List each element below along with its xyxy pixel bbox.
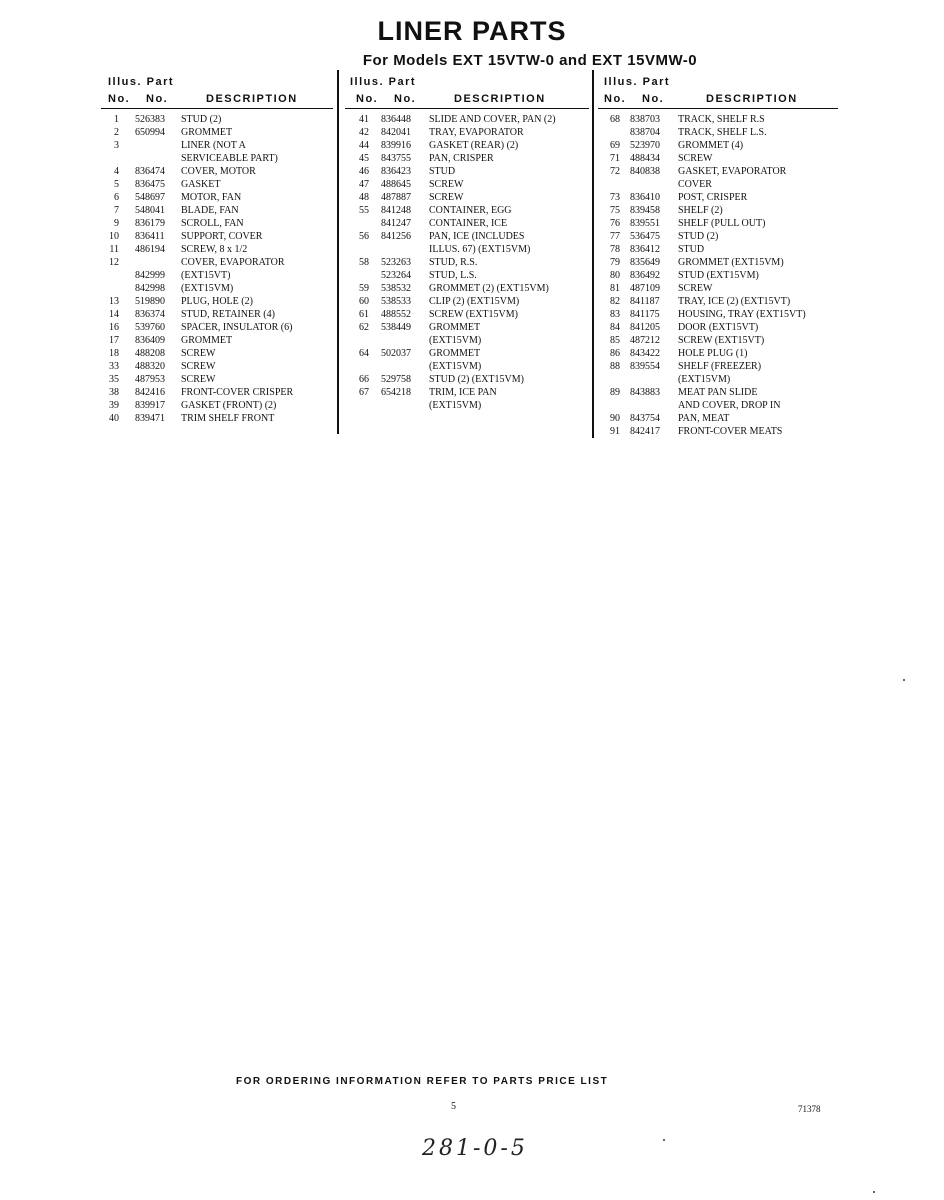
illus-number: 2 <box>114 127 119 138</box>
part-description: GROMMET (EXT15VM) <box>678 257 784 268</box>
part-description: CONTAINER, EGG <box>429 205 512 216</box>
illus-number: 73 <box>610 192 620 203</box>
part-description: TRACK, SHELF R.S <box>678 114 765 125</box>
illus-number: 38 <box>109 387 119 398</box>
part-number: 836409 <box>135 335 165 346</box>
part-description: PAN, MEAT <box>678 413 730 424</box>
column-1-header-rule <box>101 108 333 109</box>
table-row <box>101 308 333 321</box>
table-row <box>345 282 589 295</box>
part-description: (EXT15VM) <box>429 335 482 346</box>
part-number: 487109 <box>630 283 660 294</box>
part-description: TRACK, SHELF L.S. <box>678 127 767 138</box>
part-number: 842998 <box>135 283 165 294</box>
part-description: LINER (NOT A <box>181 140 246 151</box>
part-description: (EXT15VT) <box>181 270 231 281</box>
table-row <box>598 269 838 282</box>
table-row <box>101 295 333 308</box>
part-description: STUD <box>429 166 456 177</box>
illus-number: 35 <box>109 374 119 385</box>
part-number: 502037 <box>381 348 411 359</box>
part-description: GROMMET (4) <box>678 140 744 151</box>
table-row <box>345 178 589 191</box>
table-row <box>345 308 589 321</box>
illus-number: 89 <box>610 387 620 398</box>
part-description: COVER <box>678 179 712 190</box>
part-number: 842416 <box>135 387 165 398</box>
part-number: 841187 <box>630 296 660 307</box>
illus-number: 69 <box>610 140 620 151</box>
illus-number: 48 <box>359 192 369 203</box>
part-description: SCREW <box>678 153 713 164</box>
illus-number: 59 <box>359 283 369 294</box>
table-row <box>345 256 589 269</box>
column-2-parts-list <box>345 113 589 412</box>
illus-number: 88 <box>610 361 620 372</box>
table-row <box>101 282 333 295</box>
table-row <box>345 334 589 347</box>
part-description: SCREW <box>181 374 216 385</box>
illus-number: 39 <box>109 400 119 411</box>
part-number: 836412 <box>630 244 660 255</box>
part-number: 836492 <box>630 270 660 281</box>
part-number: 836423 <box>381 166 411 177</box>
table-row <box>598 373 838 386</box>
part-number: 839471 <box>135 413 165 424</box>
table-row <box>345 152 589 165</box>
illus-number: 44 <box>359 140 369 151</box>
part-description: CONTAINER, ICE <box>429 218 508 229</box>
part-number: 838703 <box>630 114 660 125</box>
part-number: 538449 <box>381 322 411 333</box>
part-description: GASKET, EVAPORATOR <box>678 166 787 177</box>
part-description: COVER, MOTOR <box>181 166 256 177</box>
part-description: STUD (EXT15VM) <box>678 270 759 281</box>
handwritten-note: 281-0-5 <box>422 1136 528 1161</box>
table-row <box>598 282 838 295</box>
illus-number: 46 <box>359 166 369 177</box>
part-number: 843422 <box>630 348 660 359</box>
part-description: GASKET (REAR) (2) <box>429 140 519 151</box>
illus-number: 84 <box>610 322 620 333</box>
part-description: GROMMET (2) (EXT15VM) <box>429 283 549 294</box>
part-description: (EXT15VM) <box>678 374 731 385</box>
illus-number: 79 <box>610 257 620 268</box>
column-divider-1 <box>337 70 339 434</box>
illus-number: 86 <box>610 348 620 359</box>
part-description: GASKET <box>181 179 221 190</box>
part-description: SHELF (2) <box>678 205 723 216</box>
page-number: 5 <box>451 1101 456 1112</box>
illus-number: 40 <box>109 413 119 424</box>
table-row <box>598 152 838 165</box>
table-row <box>345 204 589 217</box>
illus-number: 80 <box>610 270 620 281</box>
part-number: 538533 <box>381 296 411 307</box>
table-row <box>598 334 838 347</box>
part-description: SCREW <box>181 348 216 359</box>
part-description: (EXT15VM) <box>429 361 482 372</box>
part-description: STUD, RETAINER (4) <box>181 309 275 320</box>
part-description: HOLE PLUG (1) <box>678 348 748 359</box>
table-row <box>345 295 589 308</box>
part-number: 842999 <box>135 270 165 281</box>
table-row <box>101 399 333 412</box>
part-description: FRONT-COVER MEATS <box>678 426 783 437</box>
table-row <box>598 399 838 412</box>
part-description: STUD (2) <box>181 114 222 125</box>
illus-number: 4 <box>114 166 119 177</box>
part-description: SLIDE AND COVER, PAN (2) <box>429 114 556 125</box>
document-number: 71378 <box>798 1104 821 1114</box>
part-description: GROMMET <box>429 348 481 359</box>
part-number: 843883 <box>630 387 660 398</box>
part-number: 488434 <box>630 153 660 164</box>
column-3-header-line1: Illus. Part <box>604 76 671 88</box>
part-description: SCROLL, FAN <box>181 218 244 229</box>
part-number: 536475 <box>630 231 660 242</box>
table-row <box>598 126 838 139</box>
part-number: 836475 <box>135 179 165 190</box>
table-row <box>598 347 838 360</box>
table-row <box>345 347 589 360</box>
illus-number: 16 <box>109 322 119 333</box>
table-row <box>598 360 838 373</box>
illus-number: 45 <box>359 153 369 164</box>
table-row <box>101 113 333 126</box>
part-number: 654218 <box>381 387 411 398</box>
table-row <box>101 412 333 425</box>
ordering-note: FOR ORDERING INFORMATION REFER TO PARTS PRICE LIST <box>236 1076 609 1087</box>
table-row <box>598 217 838 230</box>
table-row <box>101 256 333 269</box>
part-number: 523264 <box>381 270 411 281</box>
illus-number: 76 <box>610 218 620 229</box>
column-2-header-description: DESCRIPTION <box>454 93 546 105</box>
part-number: 836474 <box>135 166 165 177</box>
table-row <box>345 399 589 412</box>
column-1-header-description: DESCRIPTION <box>206 93 298 105</box>
part-number: 538532 <box>381 283 411 294</box>
illus-number: 12 <box>109 257 119 268</box>
part-number: 488208 <box>135 348 165 359</box>
part-number: 523970 <box>630 140 660 151</box>
table-row <box>101 373 333 386</box>
column-3-parts-list <box>598 113 838 438</box>
part-number: 488552 <box>381 309 411 320</box>
part-description: FRONT-COVER CRISPER <box>181 387 294 398</box>
illus-number: 7 <box>114 205 119 216</box>
table-row <box>598 321 838 334</box>
table-row <box>598 204 838 217</box>
illus-number: 91 <box>610 426 620 437</box>
part-description: SCREW <box>181 361 216 372</box>
part-number: 836411 <box>135 231 165 242</box>
illus-number: 3 <box>114 140 119 151</box>
table-row <box>598 243 838 256</box>
part-description: GROMMET <box>429 322 481 333</box>
table-row <box>598 113 838 126</box>
table-row <box>598 178 838 191</box>
part-number: 529758 <box>381 374 411 385</box>
part-number: 487953 <box>135 374 165 385</box>
table-row <box>345 321 589 334</box>
part-description: SERVICEABLE PART) <box>181 153 278 164</box>
part-number: 548697 <box>135 192 165 203</box>
column-3-header-part-no: No. <box>642 93 665 105</box>
table-row <box>598 139 838 152</box>
part-number: 841175 <box>630 309 660 320</box>
illus-number: 17 <box>109 335 119 346</box>
part-description: TRIM SHELF FRONT <box>181 413 275 424</box>
part-number: 839458 <box>630 205 660 216</box>
table-row <box>101 386 333 399</box>
part-description: TRIM, ICE PAN <box>429 387 497 398</box>
illus-number: 58 <box>359 257 369 268</box>
part-description: SHELF (FREEZER) <box>678 361 762 372</box>
illus-number: 56 <box>359 231 369 242</box>
part-description: DOOR (EXT15VT) <box>678 322 759 333</box>
illus-number: 6 <box>114 192 119 203</box>
part-description: SCREW, 8 x 1/2 <box>181 244 248 255</box>
part-description: TRAY, ICE (2) (EXT15VT) <box>678 296 791 307</box>
illus-number: 83 <box>610 309 620 320</box>
illus-number: 42 <box>359 127 369 138</box>
table-row <box>598 386 838 399</box>
part-number: 839554 <box>630 361 660 372</box>
part-number: 486194 <box>135 244 165 255</box>
table-row <box>101 165 333 178</box>
table-row <box>345 386 589 399</box>
table-row <box>345 139 589 152</box>
table-row <box>101 321 333 334</box>
column-1-parts-list <box>101 113 333 425</box>
part-description: SCREW (EXT15VM) <box>429 309 518 320</box>
illus-number: 33 <box>109 361 119 372</box>
part-description: TRAY, EVAPORATOR <box>429 127 524 138</box>
part-number: 548041 <box>135 205 165 216</box>
part-number: 836448 <box>381 114 411 125</box>
scan-speck <box>903 679 905 681</box>
part-description: CLIP (2) (EXT15VM) <box>429 296 520 307</box>
page-subtitle: For Models EXT 15VTW-0 and EXT 15VMW-0 <box>362 52 698 69</box>
part-number: 487887 <box>381 192 411 203</box>
table-row <box>101 269 333 282</box>
part-number: 841248 <box>381 205 411 216</box>
scan-speck <box>663 1139 665 1141</box>
part-number: 840838 <box>630 166 660 177</box>
part-number: 841256 <box>381 231 411 242</box>
illus-number: 67 <box>359 387 369 398</box>
illus-number: 5 <box>114 179 119 190</box>
part-description: GROMMET <box>181 335 233 346</box>
illus-number: 60 <box>359 296 369 307</box>
illus-number: 14 <box>109 309 119 320</box>
part-number: 487212 <box>630 335 660 346</box>
column-3-header-description: DESCRIPTION <box>706 93 798 105</box>
table-row <box>598 412 838 425</box>
illus-number: 78 <box>610 244 620 255</box>
illus-number: 55 <box>359 205 369 216</box>
part-description: SPACER, INSULATOR (6) <box>181 322 293 333</box>
illus-number: 41 <box>359 114 369 125</box>
part-number: 843755 <box>381 153 411 164</box>
part-description: STUD (2) <box>678 231 719 242</box>
table-row <box>345 360 589 373</box>
illus-number: 9 <box>114 218 119 229</box>
table-row <box>101 152 333 165</box>
part-description: STUD, L.S. <box>429 270 477 281</box>
part-number: 843754 <box>630 413 660 424</box>
illus-number: 68 <box>610 114 620 125</box>
illus-number: 13 <box>109 296 119 307</box>
table-row <box>598 230 838 243</box>
illus-number: 62 <box>359 322 369 333</box>
table-row <box>101 178 333 191</box>
part-description: STUD (2) (EXT15VM) <box>429 374 524 385</box>
part-description: STUD <box>678 244 705 255</box>
part-description: MEAT PAN SLIDE <box>678 387 758 398</box>
illus-number: 11 <box>109 244 119 255</box>
table-row <box>101 139 333 152</box>
illus-number: 81 <box>610 283 620 294</box>
page-title: LINER PARTS <box>377 16 567 46</box>
column-2-header-line1: Illus. Part <box>350 76 417 88</box>
part-number: 526383 <box>135 114 165 125</box>
illus-number: 90 <box>610 413 620 424</box>
part-description: AND COVER, DROP IN <box>678 400 781 411</box>
column-1-header-line1: Illus. Part <box>108 76 175 88</box>
part-number: 838704 <box>630 127 660 138</box>
table-row <box>598 165 838 178</box>
part-description: ILLUS. 67) (EXT15VM) <box>429 244 531 255</box>
column-2-header-illus-no: No. <box>356 93 379 105</box>
part-number: 841205 <box>630 322 660 333</box>
column-divider-2 <box>592 70 594 438</box>
illus-number: 82 <box>610 296 620 307</box>
part-description: PAN, CRISPER <box>429 153 494 164</box>
part-number: 488320 <box>135 361 165 372</box>
part-description: SCREW <box>429 192 464 203</box>
part-description: (EXT15VM) <box>181 283 234 294</box>
part-description: STUD, R.S. <box>429 257 478 268</box>
part-number: 842041 <box>381 127 411 138</box>
part-number: 841247 <box>381 218 411 229</box>
part-number: 488645 <box>381 179 411 190</box>
table-row <box>345 126 589 139</box>
column-1-header-illus-no: No. <box>108 93 131 105</box>
part-description: POST, CRISPER <box>678 192 748 203</box>
table-row <box>101 217 333 230</box>
table-row <box>598 308 838 321</box>
table-row <box>101 360 333 373</box>
part-description: SCREW <box>429 179 464 190</box>
table-row <box>345 230 589 243</box>
table-row <box>345 243 589 256</box>
illus-number: 47 <box>359 179 369 190</box>
part-description: GASKET (FRONT) (2) <box>181 400 277 411</box>
table-row <box>598 425 838 438</box>
table-row <box>345 269 589 282</box>
part-number: 839917 <box>135 400 165 411</box>
illus-number: 85 <box>610 335 620 346</box>
table-row <box>101 334 333 347</box>
part-number: 839551 <box>630 218 660 229</box>
part-description: COVER, EVAPORATOR <box>181 257 285 268</box>
table-row <box>101 243 333 256</box>
table-row <box>345 191 589 204</box>
illus-number: 1 <box>114 114 119 125</box>
table-row <box>101 204 333 217</box>
illus-number: 64 <box>359 348 369 359</box>
illus-number: 71 <box>610 153 620 164</box>
part-description: SUPPORT, COVER <box>181 231 263 242</box>
part-description: MOTOR, FAN <box>181 192 242 203</box>
column-3-header-illus-no: No. <box>604 93 627 105</box>
column-2-header-part-no: No. <box>394 93 417 105</box>
illus-number: 10 <box>109 231 119 242</box>
table-row <box>345 373 589 386</box>
part-number: 836410 <box>630 192 660 203</box>
table-row <box>345 165 589 178</box>
table-row <box>101 347 333 360</box>
column-2-header-rule <box>345 108 589 109</box>
illus-number: 18 <box>109 348 119 359</box>
table-row <box>101 230 333 243</box>
part-description: (EXT15VM) <box>429 400 482 411</box>
table-row <box>598 295 838 308</box>
table-row <box>345 217 589 230</box>
illus-number: 77 <box>610 231 620 242</box>
scan-speck <box>873 1191 875 1193</box>
column-3-header-rule <box>598 108 838 109</box>
column-1-header-part-no: No. <box>146 93 169 105</box>
table-row <box>345 113 589 126</box>
part-description: HOUSING, TRAY (EXT15VT) <box>678 309 806 320</box>
part-number: 836374 <box>135 309 165 320</box>
illus-number: 66 <box>359 374 369 385</box>
part-number: 839916 <box>381 140 411 151</box>
table-row <box>101 126 333 139</box>
part-description: BLADE, FAN <box>181 205 239 216</box>
part-number: 523263 <box>381 257 411 268</box>
part-number: 842417 <box>630 426 660 437</box>
part-number: 835649 <box>630 257 660 268</box>
table-row <box>101 191 333 204</box>
part-description: PAN, ICE (INCLUDES <box>429 231 525 242</box>
part-description: SHELF (PULL OUT) <box>678 218 766 229</box>
table-row <box>598 256 838 269</box>
illus-number: 61 <box>359 309 369 320</box>
part-number: 539760 <box>135 322 165 333</box>
illus-number: 72 <box>610 166 620 177</box>
illus-number: 75 <box>610 205 620 216</box>
part-description: SCREW <box>678 283 713 294</box>
part-description: GROMMET <box>181 127 233 138</box>
part-description: PLUG, HOLE (2) <box>181 296 253 307</box>
part-description: SCREW (EXT15VT) <box>678 335 765 346</box>
table-row <box>598 191 838 204</box>
part-number: 650994 <box>135 127 165 138</box>
part-number: 519890 <box>135 296 165 307</box>
part-number: 836179 <box>135 218 165 229</box>
